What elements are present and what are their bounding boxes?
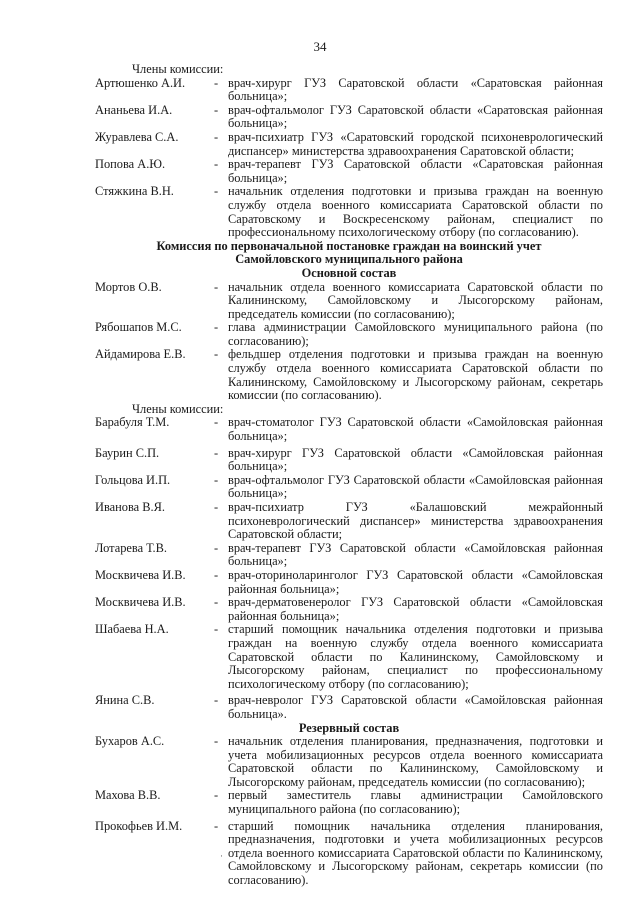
member-name: Прокофьев И.М.	[95, 818, 183, 833]
members-label: Члены комиссии:	[132, 401, 224, 416]
dash: -	[214, 788, 219, 803]
member-name: Ананьева И.А.	[95, 102, 173, 117]
member-role: глава администрации Самойловского муниципального района (по согласованию);	[228, 320, 603, 348]
member-role: фельдшер отделения подготовки и призыва граждан на военную службу отдела военного комиссариата Саратовской области по Калининскому, Самойловскому и Лысогорскому районам, секретарь комиссии (по согласованию).	[228, 347, 603, 403]
members-label: Члены комиссии:	[132, 62, 224, 76]
member-name: Баурин С.П.	[95, 445, 160, 460]
members-list	[95, 416, 603, 721]
commission-subtitle: Самойловского муниципального района	[235, 252, 463, 267]
dash: -	[214, 445, 219, 460]
member-entry	[95, 569, 603, 596]
member-entry	[95, 185, 603, 239]
member-name: Айдамирова Е.В.	[95, 347, 186, 362]
dash: -	[214, 157, 219, 172]
page-number: 34	[313, 39, 327, 54]
member-role: врач-психиатр ГУЗ «Балашовский межрайонный психоневрологический диспансер» министерства здравоохранения Саратовской области;	[228, 500, 603, 542]
member-entry	[95, 77, 603, 104]
member-role: врач-хирург ГУЗ Саратовской области «Самойловская районная больница»;	[228, 445, 603, 474]
member-role: врач-терапевт ГУЗ Саратовской области «Самойловская районная больница»;	[228, 540, 603, 569]
member-entry	[95, 789, 603, 816]
member-name: Артюшенко А.И.	[95, 75, 186, 90]
member-role: начальник отделения планирования, предназначения, подготовки и учета мобилизационных ресурсов отдела военного комиссариата Саратовской области по Калининскому, Самойловскому и Лысогорскому районам, председатель комиссии (по согласованию);	[228, 734, 603, 789]
dash: -	[214, 415, 219, 430]
dash: -	[214, 734, 219, 749]
reserve-composition-list	[95, 735, 603, 888]
member-name: Журавлева С.А.	[95, 129, 179, 144]
dash: -	[214, 595, 219, 610]
member-role: врач-стоматолог ГУЗ Саратовской области «Самойловская районная больница»;	[228, 415, 603, 444]
member-role: врач-офтальмолог ГУЗ Саратовской области «Саратовская районная больница»;	[228, 102, 603, 131]
dash: -	[214, 500, 219, 514]
dash: -	[214, 622, 219, 637]
member-entry	[95, 321, 603, 348]
member-name: Барабуля Т.М.	[95, 415, 170, 430]
member-name: Мортов О.В.	[95, 279, 162, 294]
member-name: Гольцова И.П.	[95, 472, 171, 487]
member-role: врач-невролог ГУЗ Саратовской области «Самойловская районная больница».	[228, 693, 603, 721]
dash: -	[214, 75, 219, 90]
member-role: врач-психиатр ГУЗ «Саратовский городской психоневрологический диспансер» министерства здравоохранения Саратовской области;	[228, 129, 603, 158]
member-name: Лотарева Т.В.	[95, 540, 167, 555]
member-name: Махова В.В.	[95, 788, 161, 803]
member-entry	[95, 447, 603, 474]
member-entry	[95, 596, 603, 623]
dash: -	[214, 567, 219, 582]
member-entry	[95, 735, 603, 789]
member-entry	[95, 131, 603, 158]
member-name: Москвичева И.В.	[95, 595, 186, 610]
member-entry	[95, 623, 603, 691]
dash: -	[214, 129, 219, 144]
member-role: врач-офтальмолог ГУЗ Саратовской области «Самойловская районная больница»;	[228, 472, 603, 501]
member-entry	[95, 158, 603, 185]
member-role: врач-дерматовенеролог ГУЗ Саратовской области «Самойловская районная больница»;	[228, 595, 603, 623]
member-name: Попова А.Ю.	[95, 157, 166, 172]
member-role: врач-терапевт ГУЗ Саратовской области «Саратовская районная больница»;	[228, 157, 603, 185]
member-name: Иванова В.Я.	[95, 500, 165, 514]
dash: -	[214, 818, 219, 833]
dash: -	[214, 102, 219, 117]
member-role: врач-хирург ГУЗ Саратовской области «Саратовская районная больница»;	[228, 75, 603, 104]
document-body	[95, 63, 603, 888]
main-composition-heading: Основной состав	[301, 265, 397, 280]
member-role: старший помощник начальника отделения подготовки и призыва граждан на военную службу отдела военного комиссариата Саратовской области по Калининскому, Самойловскому и Лысогорскому районам, специалист по профессиональному психологическому отбору (по согласованию);	[228, 622, 603, 691]
member-entry	[95, 104, 603, 131]
dash: -	[214, 472, 219, 487]
member-entry	[95, 281, 603, 322]
member-entry	[95, 820, 603, 888]
member-role: старший помощник начальника отделения планирования, предназначения, подготовки и учета мобилизационных ресурсов отдела военного комиссариата Саратовской области по Калининскому, Самойловскому и Лысогорскому районам, секретарь комиссии (по согласованию).	[228, 818, 603, 888]
member-entry	[95, 474, 603, 501]
member-role: первый заместитель главы администрации Самойловского муниципального района (по согласованию);	[228, 788, 603, 817]
member-name: Стяжкина В.Н.	[95, 184, 174, 199]
member-role: начальник отделения подготовки и призыва граждан на военную службу отдела военного комиссариата Саратовской области по Саратовскому и Воскресенскому районам, специалист по профессиональному психологическому отбору (по согласованию).	[228, 184, 603, 240]
reserve-composition-heading: Резервный состав	[298, 720, 400, 735]
member-role: врач-оториноларинголог ГУЗ Саратовской области «Самойловская районная больница»;	[228, 567, 603, 596]
member-entry	[95, 348, 603, 402]
commission-title: Комиссия по первоначальной постановке граждан на воинский учет	[156, 238, 542, 253]
member-entry	[95, 501, 603, 542]
member-entry	[95, 542, 603, 569]
member-name: Москвичева И.В.	[95, 567, 186, 582]
member-name: Янина С.В.	[95, 693, 155, 708]
member-name: Шабаева Н.А.	[95, 622, 169, 637]
dash: -	[214, 693, 219, 708]
first-commission-members	[95, 77, 603, 240]
main-composition-list	[95, 281, 603, 403]
member-name: Бухаров А.С.	[95, 734, 165, 749]
dash: -	[214, 347, 219, 362]
dash: -	[214, 279, 219, 294]
dash: -	[214, 320, 219, 335]
dash: -	[214, 184, 219, 199]
dash: -	[214, 540, 219, 555]
member-entry	[95, 416, 603, 443]
member-entry	[95, 694, 603, 721]
member-role: начальник отдела военного комиссариата Саратовской области по Калининскому, Самойловскому и Лысогорскому районам, председатель комиссии (по согласованию);	[228, 279, 603, 321]
scan-dot: ·	[220, 851, 223, 861]
member-name: Рябошапов М.С.	[95, 320, 182, 335]
